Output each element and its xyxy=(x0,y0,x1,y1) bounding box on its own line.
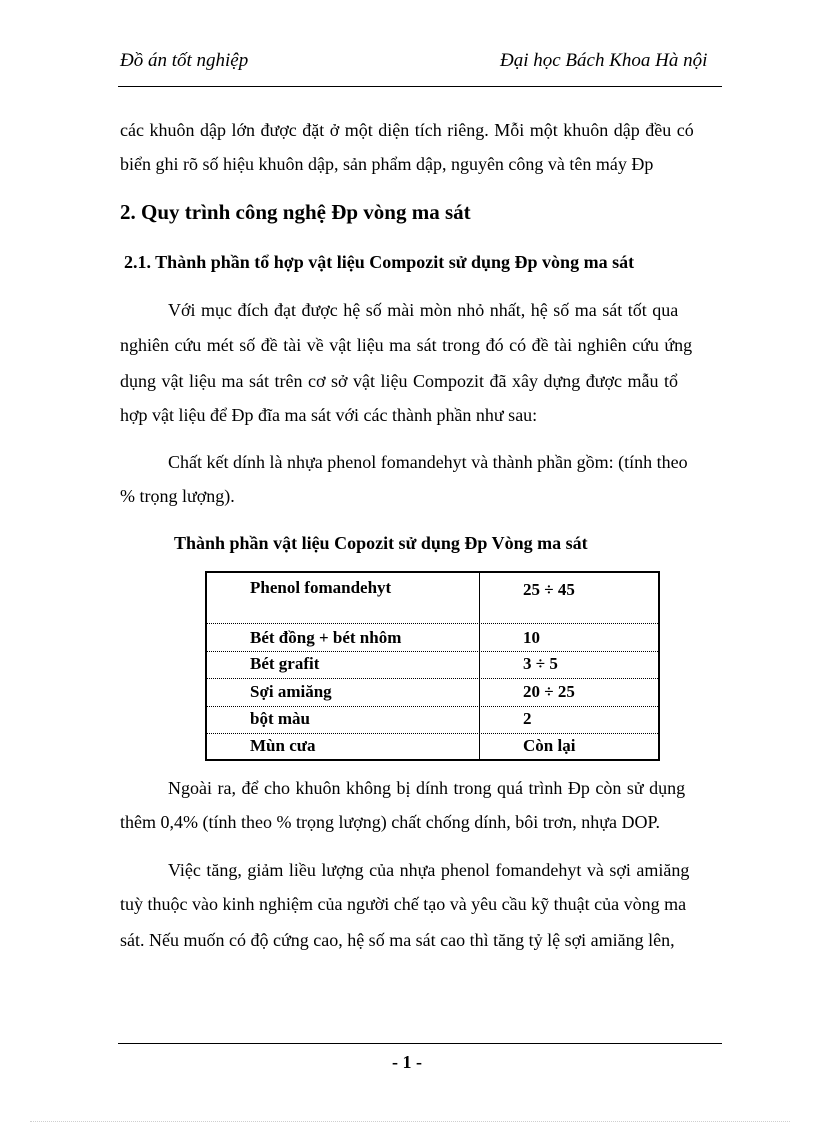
section-heading: 2. Quy trình công nghệ Đp vòng ma sát xyxy=(120,200,471,224)
para3-line-2: thêm 0,4% (tính theo % trọng lượng) chất chống dính, bôi trơn, nhựa DOP. xyxy=(120,812,660,832)
table-row-divider xyxy=(207,651,658,652)
table-column-divider xyxy=(479,573,480,759)
para1-line-1: Với mục đích đạt được hệ số mài mòn nhỏ nhất, hệ số ma sát tốt qua xyxy=(168,300,679,320)
table-cell-amount: 25 ÷ 45 xyxy=(523,580,575,599)
table-row-divider xyxy=(207,733,658,734)
table-cell-material: Bét đồng + bét nhôm xyxy=(250,628,402,647)
table-cell-amount: Còn lại xyxy=(523,736,576,755)
composition-table xyxy=(205,571,660,761)
table-cell-amount: 10 xyxy=(523,628,540,647)
para2-line-1: Chất kết dính là nhựa phenol fomandehyt và thành phần gồm: (tính theo xyxy=(168,452,688,472)
header-left-text: Đồ án tốt nghiệp xyxy=(120,50,249,71)
table-caption: Thành phần vật liệu Copozit sử dụng Đp Vòng ma sát xyxy=(174,533,588,553)
para2-line-2: % trọng lượng). xyxy=(120,486,235,506)
para1-line-4: hợp vật liệu để Đp đĩa ma sát với các thành phần như sau: xyxy=(120,405,538,425)
table-cell-material: Bét grafit xyxy=(250,654,320,673)
table-cell-material: Sợi amiăng xyxy=(250,682,332,701)
header-right-text: Đại học Bách Khoa Hà nội xyxy=(500,50,708,71)
section-subheading: 2.1. Thành phần tổ hợp vật liệu Compozit sử dụng Đp vòng ma sát xyxy=(124,252,635,272)
table-row-divider xyxy=(207,623,658,624)
intro-line-2: biển ghi rõ số hiệu khuôn dập, sản phẩm dập, nguyên công và tên máy Đp xyxy=(120,154,654,174)
para1-line-2: nghiên cứu mét số đề tài về vật liệu ma sát trong đó có đề tài nghiên cứu ứng xyxy=(120,335,693,355)
table-cell-material: Mùn cưa xyxy=(250,736,316,755)
para4-line-2: tuỳ thuộc vào kinh nghiệm của người chế tạo và yêu cầu kỹ thuật của vòng ma xyxy=(120,894,687,914)
para4-line-1: Việc tăng, giảm liều lượng của nhựa phenol fomandehyt và sợi amiăng xyxy=(168,860,690,880)
footer-rule xyxy=(118,1043,722,1044)
para4-line-3: sát. Nếu muốn có độ cứng cao, hệ số ma sát cao thì tăng tỷ lệ sợi amiăng lên, xyxy=(120,930,675,950)
table-cell-amount: 20 ÷ 25 xyxy=(523,682,575,701)
page-bottom-dotted-edge xyxy=(30,1121,790,1122)
table-cell-material: bột màu xyxy=(250,709,310,728)
table-row-divider xyxy=(207,706,658,707)
page-number: - 1 - xyxy=(392,1052,422,1072)
table-cell-amount: 3 ÷ 5 xyxy=(523,654,558,673)
para1-line-3: dụng vật liệu ma sát trên cơ sở vật liệu Compozit đã xây dựng được mẫu tổ xyxy=(120,371,678,391)
para3-line-1: Ngoài ra, để cho khuôn không bị dính trong quá trình Đp còn sử dụng xyxy=(168,778,686,798)
table-row-divider xyxy=(207,678,658,679)
intro-line-1: các khuôn dập lớn được đặt ở một diện tích riêng. Mỗi một khuôn dập đều có xyxy=(120,120,694,140)
table-cell-material: Phenol fomandehyt xyxy=(250,578,392,597)
header-rule xyxy=(118,86,722,87)
table-cell-amount: 2 xyxy=(523,709,532,728)
